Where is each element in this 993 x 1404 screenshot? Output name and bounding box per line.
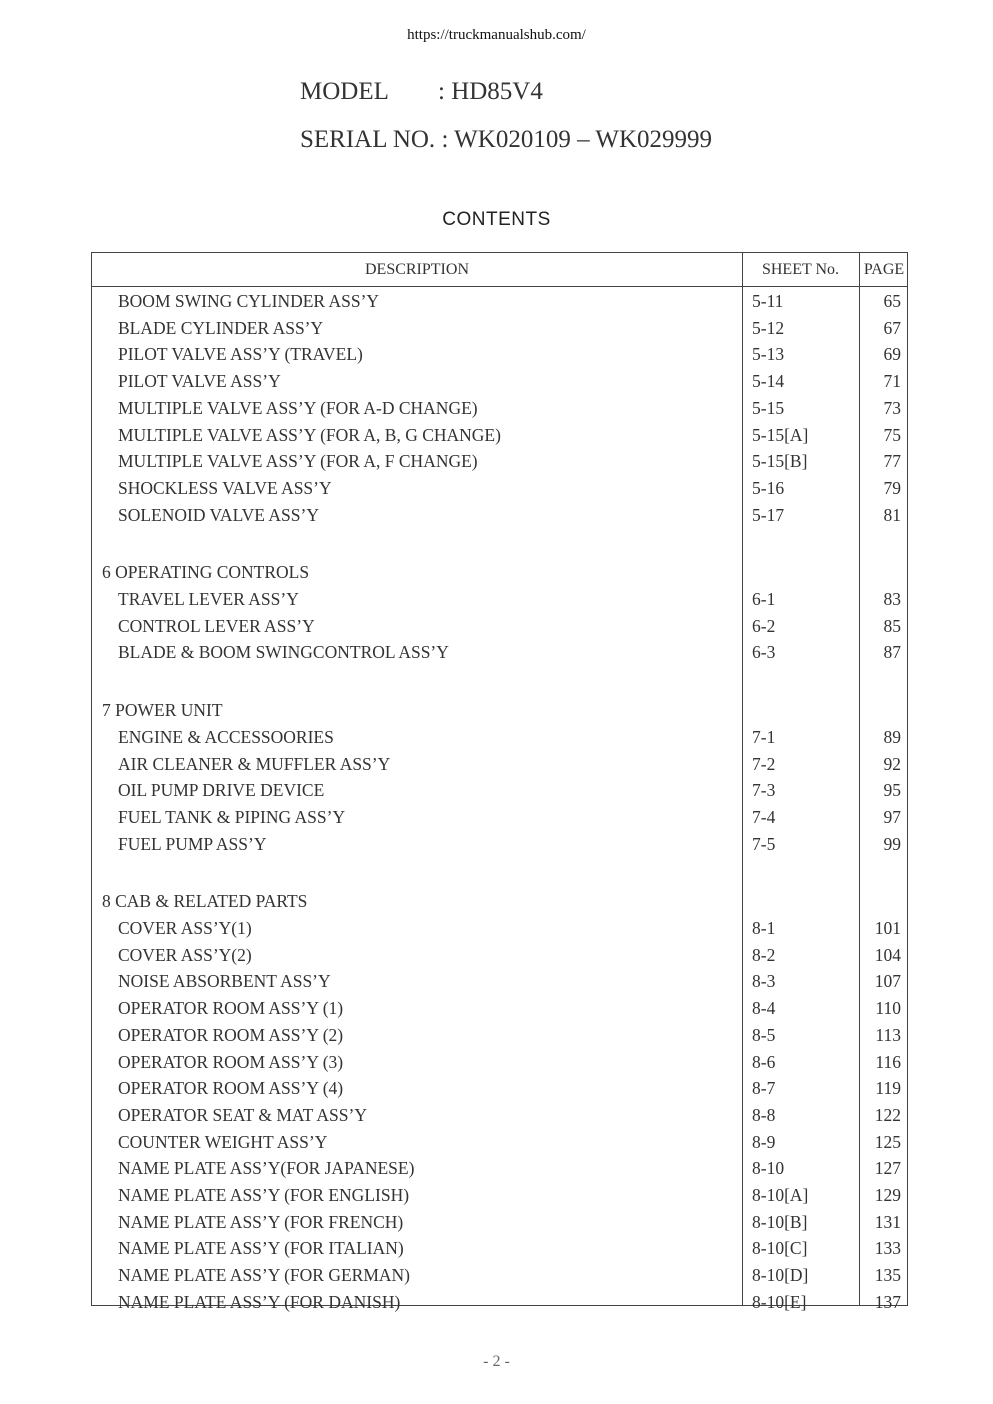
- row-page-number: 75: [883, 424, 901, 445]
- row-description: NAME PLATE ASS’Y (FOR ITALIAN): [118, 1238, 404, 1259]
- model-line: [300, 78, 543, 106]
- row-page-number: 113: [875, 1024, 901, 1045]
- section-heading-row: [92, 700, 909, 724]
- row-sheet-number: 8-10[E]: [752, 1291, 807, 1312]
- row-sheet-number: 8-1: [752, 918, 776, 938]
- row-description: NAME PLATE ASS’Y (FOR DANISH): [118, 1291, 401, 1312]
- section-heading-row: [92, 562, 909, 586]
- serial-label: SERIAL NO.: [300, 126, 436, 153]
- row-sheet-number: 8-10[A]: [752, 1185, 809, 1205]
- row-page-number: 125: [874, 1131, 901, 1152]
- row-page-number: 95: [883, 780, 901, 801]
- table-row: [92, 727, 909, 751]
- row-description: OPERATOR SEAT & MAT ASS’Y: [118, 1104, 367, 1125]
- table-row: [92, 1185, 909, 1209]
- row-description: SOLENOID VALVE ASS’Y: [118, 504, 319, 525]
- row-page-number: 83: [883, 589, 901, 609]
- row-description: OPERATOR ROOM ASS’Y (2): [118, 1024, 344, 1045]
- row-page-number: 133: [874, 1238, 901, 1259]
- row-page-number: 116: [875, 1051, 901, 1072]
- table-row: [92, 834, 909, 858]
- row-sheet-number: 5-16: [752, 477, 785, 498]
- row-sheet-number: 8-10: [752, 1158, 785, 1179]
- row-description: NAME PLATE ASS’Y (FOR FRENCH): [118, 1211, 404, 1232]
- table-row: [92, 398, 909, 422]
- table-row: [92, 291, 909, 315]
- model-label: MODEL: [300, 78, 389, 105]
- table-row: [92, 318, 909, 342]
- table-row: [92, 1212, 909, 1236]
- row-description: OPERATOR ROOM ASS’Y (3): [118, 1051, 344, 1072]
- table-row: [92, 1052, 909, 1076]
- row-sheet-number: 7-2: [752, 753, 776, 774]
- table-row: [92, 998, 909, 1022]
- row-description: OPERATOR ROOM ASS’Y (1): [118, 998, 344, 1019]
- row-page-number: 122: [874, 1104, 901, 1125]
- row-sheet-number: 5-15: [752, 397, 785, 418]
- row-sheet-number: 8-10[C]: [752, 1238, 808, 1259]
- table-row: [92, 1025, 909, 1049]
- row-description: BOOM SWING CYLINDER ASS’Y: [118, 291, 380, 311]
- table-row: [92, 1105, 909, 1129]
- table-row: [92, 945, 909, 969]
- row-sheet-number: 6-3: [752, 642, 776, 663]
- section-heading-row: [92, 891, 909, 915]
- contents-table: [91, 252, 908, 1312]
- row-description: PILOT VALVE ASS’Y: [118, 371, 281, 392]
- table-row: [92, 642, 909, 666]
- row-page-number: 107: [874, 971, 901, 992]
- row-description: NOISE ABSORBENT ASS’Y: [118, 971, 331, 992]
- table-row: [92, 616, 909, 640]
- row-page-number: 92: [883, 753, 901, 774]
- table-row: [92, 1158, 909, 1182]
- row-page-number: 73: [883, 397, 901, 418]
- row-page-number: 69: [883, 344, 901, 365]
- row-sheet-number: 7-1: [752, 726, 776, 747]
- row-sheet-number: 5-14: [752, 371, 785, 392]
- row-sheet-number: 7-3: [752, 780, 776, 801]
- source-url: https://truckmanualshub.com/: [407, 27, 586, 43]
- model-value: : HD85V4: [438, 78, 543, 105]
- table-row: [92, 918, 909, 942]
- row-description: PILOT VALVE ASS’Y (TRAVEL): [118, 344, 363, 365]
- row-page-number: 135: [874, 1265, 901, 1286]
- table-row: [92, 589, 909, 613]
- column-header-sheet: SHEET No.: [761, 261, 840, 278]
- table-row: [92, 780, 909, 804]
- row-description: TRAVEL LEVER ASS’Y: [118, 589, 299, 609]
- row-description: OPERATOR ROOM ASS’Y (4): [118, 1078, 344, 1099]
- row-sheet-number: 5-11: [752, 291, 784, 311]
- table-row: [92, 1238, 909, 1262]
- page-number: - 2 -: [483, 1353, 510, 1370]
- row-page-number: 79: [883, 477, 901, 498]
- header-divider: [92, 286, 907, 287]
- row-description: COVER ASS’Y(1): [118, 918, 252, 938]
- row-sheet-number: 8-9: [752, 1131, 776, 1152]
- row-page-number: 131: [874, 1211, 901, 1232]
- row-description: AIR CLEANER & MUFFLER ASS’Y: [118, 753, 391, 774]
- row-description: NAME PLATE ASS’Y (FOR ENGLISH): [118, 1185, 410, 1205]
- row-description: ENGINE & ACCESSOORIES: [118, 726, 334, 747]
- row-page-number: 127: [874, 1158, 901, 1179]
- table-row: [92, 505, 909, 529]
- row-sheet-number: 8-10[D]: [752, 1265, 809, 1286]
- row-sheet-number: 5-17: [752, 504, 785, 525]
- row-page-number: 99: [883, 833, 901, 854]
- row-page-number: 119: [875, 1078, 901, 1099]
- table-row: [92, 1132, 909, 1156]
- table-row: [92, 425, 909, 449]
- row-page-number: 85: [883, 615, 901, 636]
- row-page-number: 67: [883, 317, 901, 338]
- table-row: [92, 1265, 909, 1289]
- row-description: FUEL TANK & PIPING ASS’Y: [118, 806, 346, 827]
- row-sheet-number: 5-13: [752, 344, 785, 365]
- table-row: [92, 971, 909, 995]
- row-page-number: 137: [874, 1291, 901, 1312]
- row-description: SHOCKLESS VALVE ASS’Y: [118, 477, 332, 498]
- row-page-number: 101: [874, 918, 901, 938]
- row-page-number: 71: [883, 371, 901, 392]
- row-sheet-number: 8-2: [752, 944, 776, 965]
- table-row: [92, 344, 909, 368]
- row-description: MULTIPLE VALVE ASS’Y (FOR A-D CHANGE): [118, 397, 478, 418]
- row-description: NAME PLATE ASS’Y(FOR JAPANESE): [118, 1158, 415, 1179]
- row-sheet-number: 6-2: [752, 615, 776, 636]
- row-page-number: 77: [883, 451, 901, 472]
- row-page-number: 87: [883, 642, 901, 663]
- row-sheet-number: 8-5: [752, 1024, 776, 1045]
- column-header-page: PAGE: [863, 261, 905, 278]
- row-page-number: 110: [875, 998, 901, 1019]
- serial-line: [300, 126, 712, 154]
- row-description: 8 CAB & RELATED PARTS: [102, 891, 308, 912]
- row-sheet-number: 8-8: [752, 1104, 776, 1125]
- row-sheet-number: 8-6: [752, 1051, 776, 1072]
- row-description: MULTIPLE VALVE ASS’Y (FOR A, B, G CHANGE): [118, 424, 501, 445]
- row-sheet-number: 5-15[B]: [752, 451, 808, 472]
- row-sheet-number: 8-4: [752, 998, 776, 1019]
- row-sheet-number: 8-3: [752, 971, 776, 992]
- row-description: CONTROL LEVER ASS’Y: [118, 615, 315, 636]
- table-row: [92, 807, 909, 831]
- table-row: [92, 754, 909, 778]
- row-sheet-number: 8-7: [752, 1078, 776, 1099]
- row-sheet-number: 6-1: [752, 589, 776, 609]
- row-description: MULTIPLE VALVE ASS’Y (FOR A, F CHANGE): [118, 451, 478, 472]
- row-sheet-number: 8-10[B]: [752, 1211, 808, 1232]
- table-row: [92, 1292, 909, 1316]
- contents-heading: CONTENTS: [442, 209, 551, 230]
- row-description: NAME PLATE ASS’Y (FOR GERMAN): [118, 1265, 411, 1286]
- row-page-number: 89: [883, 726, 901, 747]
- row-description: FUEL PUMP ASS’Y: [118, 833, 267, 854]
- row-description: COUNTER WEIGHT ASS’Y: [118, 1131, 328, 1152]
- row-sheet-number: 7-4: [752, 806, 776, 827]
- row-description: COVER ASS’Y(2): [118, 944, 252, 965]
- serial-value: : WK020109 – WK029999: [441, 126, 713, 153]
- table-row: [92, 478, 909, 502]
- row-description: BLADE & BOOM SWINGCONTROL ASS’Y: [118, 642, 449, 663]
- table-row: [92, 371, 909, 395]
- row-description: 7 POWER UNIT: [102, 700, 223, 721]
- row-page-number: 97: [883, 806, 901, 827]
- row-sheet-number: 7-5: [752, 833, 776, 854]
- table-row: [92, 451, 909, 475]
- row-sheet-number: 5-15[A]: [752, 424, 809, 445]
- row-page-number: 65: [883, 291, 901, 311]
- row-page-number: 81: [883, 504, 901, 525]
- row-page-number: 129: [874, 1185, 901, 1205]
- row-description: BLADE CYLINDER ASS’Y: [118, 317, 324, 338]
- row-description: OIL PUMP DRIVE DEVICE: [118, 780, 325, 801]
- row-page-number: 104: [874, 944, 901, 965]
- column-header-description: DESCRIPTION: [364, 261, 469, 278]
- row-sheet-number: 5-12: [752, 317, 785, 338]
- table-row: [92, 1078, 909, 1102]
- row-description: 6 OPERATING CONTROLS: [102, 562, 310, 583]
